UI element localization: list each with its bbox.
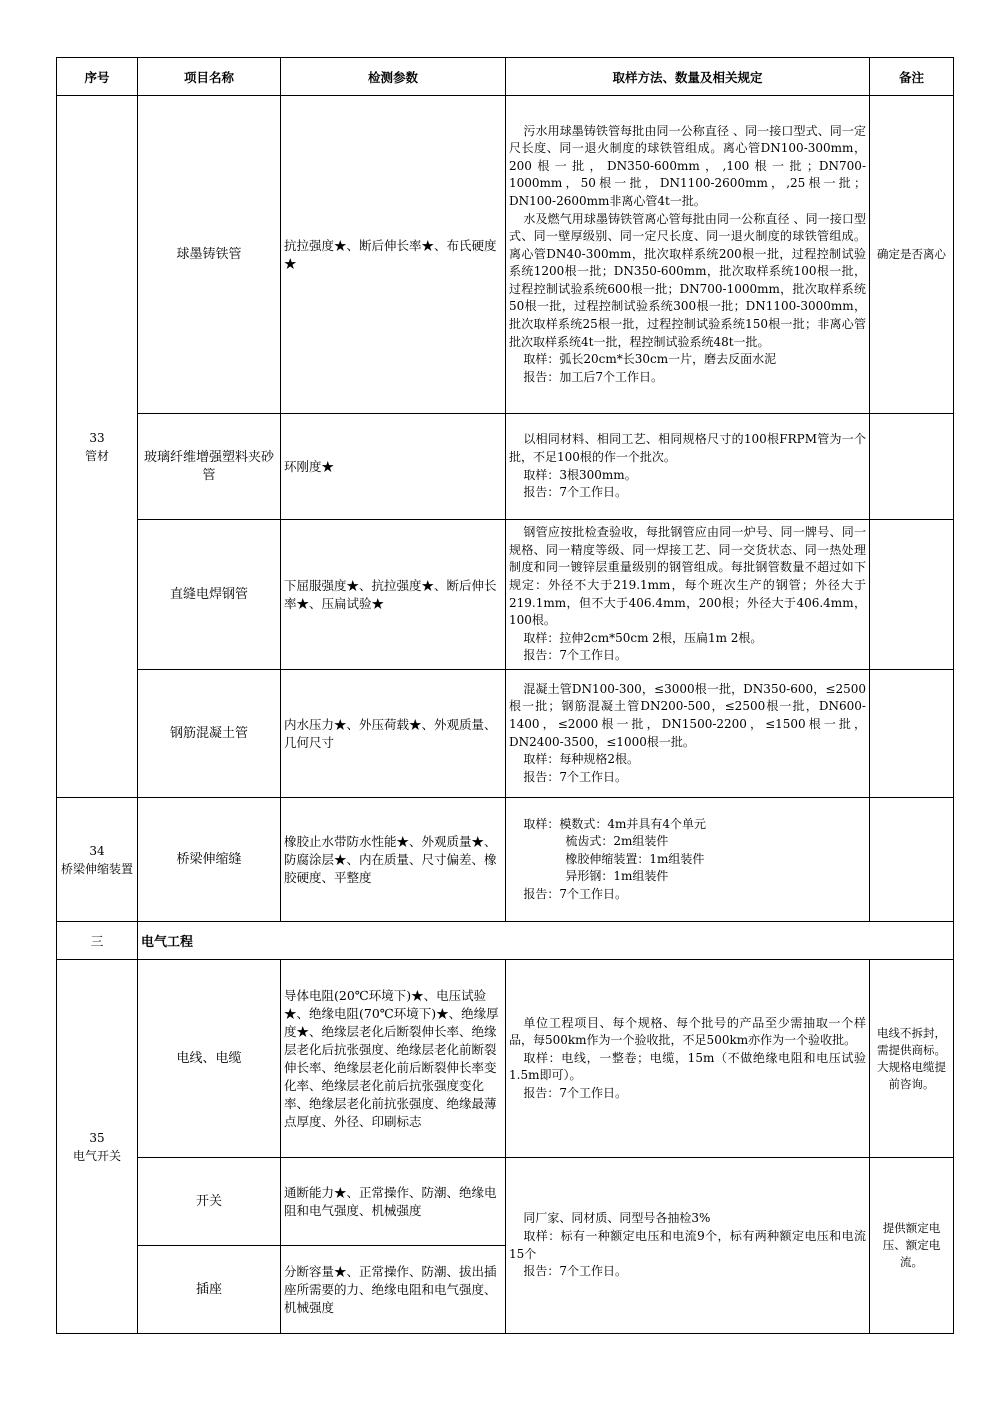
remark-cell: 电线不拆封，需提供商标。大规格电缆提前咨询。 (870, 960, 954, 1158)
method-paragraph: 报告：7个工作日。 (523, 485, 628, 500)
param-cell: 通断能力★、正常操作、防潮、绝缘电阻和电气强度、机械强度 (281, 1158, 506, 1246)
header-seq: 序号 (57, 58, 138, 96)
method-paragraph: 报告：7个工作日。 (523, 1264, 628, 1279)
seq-name: 桥梁伸缩装置 (60, 861, 133, 876)
method-paragraph: 污水用球墨铸铁管每批由同一公称直径 、同一接口型式、同一定尺长度、同一退火制度的球铁管组成。离心管DN100-300mm，200根一批，DN350-600mm，,100根一批；DN700-1000mm，50根一批，DN1100-2600mm，,25根一批；DN100-2600mm非离心管4t一批。 (509, 123, 866, 208)
seq-number: 33 (89, 430, 105, 445)
method-paragraph: 以相同材料、相同工艺、相同规格尺寸的100根FRPM管为一个批，不足100根的作一个批次。 (509, 432, 866, 464)
item-name: 钢筋混凝土管 (138, 670, 281, 798)
table-row (57, 960, 954, 1158)
item-name: 电线、电缆 (138, 960, 281, 1158)
remark-cell (870, 520, 954, 670)
table-row (57, 798, 954, 922)
param-cell: 抗拉强度★、断后伸长率★、布氏硬度★ (281, 96, 506, 414)
item-name: 插座 (138, 1246, 281, 1334)
header-method: 取样方法、数量及相关规定 (506, 58, 870, 96)
method-paragraph: 水及燃气用球墨铸铁管离心管每批由同一公称直径 、同一接口型式、同一壁厚级别、同一定尺长度、同一退火制度的球铁管组成。离心管DN40-300mm，批次取样系统200根一批，过程控制试验系统1200根一批；DN350-600mm，批次取样系统100根一批，过程控制试验系统600根一批；DN700-1000mm，批次取样系统50根一批，过程控制试验系统300根一批；DN1100-3000mm，批次取样系统25根一批，过程控制试验系统150根一批；非离心管批次取样系统4t一批，程控制试验系统48t一批。 (509, 211, 866, 349)
method-paragraph: 报告：7个工作日。 (523, 648, 628, 663)
param-cell: 导体电阻(20℃环境下)★、电压试验★、绝缘电阻(70℃环境下)★、绝缘厚度★、绝缘层老化后断裂伸长率、绝缘层老化后抗张强度、绝缘层老化前断裂伸长率、绝缘层老化前后断裂伸长率变化率、绝缘层老化前后抗张强度变化率、绝缘层老化前抗张强度、绝缘最薄点厚度、外径、印刷标志 (281, 960, 506, 1158)
seq-cell-35 (57, 960, 138, 1334)
method-cell (506, 414, 870, 520)
item-name: 开关 (138, 1158, 281, 1246)
method-paragraph: 取样：弧长20cm*长30cm一片，磨去反面水泥 (523, 352, 777, 367)
inspection-spec-table (56, 57, 954, 1334)
seq-name: 管材 (84, 448, 109, 463)
seq-name: 电气开关 (72, 1148, 121, 1163)
method-cell (506, 96, 870, 414)
method-paragraph: 混凝土管DN100-300，≤3000根一批，DN350-600，≤2500根一批；钢筋混凝土管DN200-500，≤2500根一批，DN600-1400，≤2000根一批，DN1500-2200，≤1500根一批，DN2400-3500，≤1000根一批。 (509, 681, 866, 749)
method-paragraph: 报告：7个工作日。 (523, 1085, 628, 1100)
table-row (57, 1158, 954, 1246)
param-cell: 下屈服强度★、抗拉强度★、断后伸长率★、压扁试验★ (281, 520, 506, 670)
seq-number: 34 (89, 843, 105, 858)
seq-cell-33 (57, 96, 138, 798)
method-cell (506, 520, 870, 670)
item-name: 玻璃纤维增强塑料夹砂管 (138, 414, 281, 520)
method-paragraph: 报告：加工后7个工作日。 (523, 369, 664, 384)
method-cell (506, 798, 870, 922)
table-header-row (57, 58, 954, 96)
item-name: 桥梁伸缩缝 (138, 798, 281, 922)
header-remark: 备注 (870, 58, 954, 96)
method-sub-line: 异形钢：1m组装件 (565, 869, 669, 884)
header-item: 项目名称 (138, 58, 281, 96)
remark-cell-shared: 提供额定电压、额定电流。 (870, 1158, 954, 1334)
table-row (57, 670, 954, 798)
method-paragraph: 单位工程项目、每个规格、每个批号的产品至少需抽取一个样品，每500km作为一个验收批，不足500km亦作为一个验收批。 (509, 1015, 866, 1048)
seq-number: 35 (89, 1130, 105, 1145)
seq-cell-34 (57, 798, 138, 922)
item-name: 球墨铸铁管 (138, 96, 281, 414)
method-paragraph: 取样：3根300mm。 (523, 467, 637, 482)
method-paragraph: 钢管应按批检查验收，每批钢管应由同一炉号、同一牌号、同一规格、同一精度等级、同一焊接工艺、同一交货状态、同一热处理制度和同一镀锌层重量级别的钢管组成。每批钢管数量不超过如下规定：外径不大于219.1mm，每个班次生产的钢管；外径大于219.1mm，但不大于406.4mm，200根；外径大于406.4mm，100根。 (509, 525, 866, 628)
item-name: 直缝电焊钢管 (138, 520, 281, 670)
param-cell: 环刚度★ (281, 414, 506, 520)
method-paragraph: 取样：模数式：4m并具有4个单元 (523, 816, 707, 831)
header-param: 检测参数 (281, 58, 506, 96)
method-paragraph: 取样：电线，一整卷；电缆，15m（不做绝缘电阻和电压试验1.5m即可）。 (509, 1050, 866, 1083)
method-paragraph: 取样：标有一种额定电压和电流9个，标有两种额定电压和电流15个 (509, 1228, 866, 1261)
table-row (57, 414, 954, 520)
table-row (57, 96, 954, 414)
method-paragraph: 报告：7个工作日。 (523, 886, 628, 901)
section-number: 三 (57, 922, 138, 960)
method-paragraph: 同厂家、同材质、同型号各抽检3% (523, 1211, 711, 1226)
remark-cell: 确定是否离心 (870, 96, 954, 414)
section-title: 电气工程 (138, 922, 954, 960)
method-paragraph: 取样：拉伸2cm*50cm 2根，压扁1m 2根。 (523, 630, 763, 645)
method-sub-line: 梳齿式：2m组装件 (565, 834, 669, 849)
method-cell (506, 960, 870, 1158)
method-cell-shared (506, 1158, 870, 1334)
param-cell: 分断容量★、正常操作、防潮、拔出插座所需要的力、绝缘电阻和电气强度、机械强度 (281, 1246, 506, 1334)
method-cell (506, 670, 870, 798)
method-sub-line: 橡胶伸缩装置：1m组装件 (565, 851, 705, 866)
param-cell: 内水压力★、外压荷载★、外观质量、几何尺寸 (281, 670, 506, 798)
table-row (57, 520, 954, 670)
method-paragraph: 报告：7个工作日。 (523, 769, 628, 784)
section-row (57, 922, 954, 960)
remark-cell (870, 670, 954, 798)
param-cell: 橡胶止水带防水性能★、外观质量★、防腐涂层★、内在质量、尺寸偏差、橡胶硬度、平整度 (281, 798, 506, 922)
remark-cell (870, 414, 954, 520)
method-paragraph: 取样：每种规格2根。 (523, 752, 640, 767)
remark-cell (870, 798, 954, 922)
